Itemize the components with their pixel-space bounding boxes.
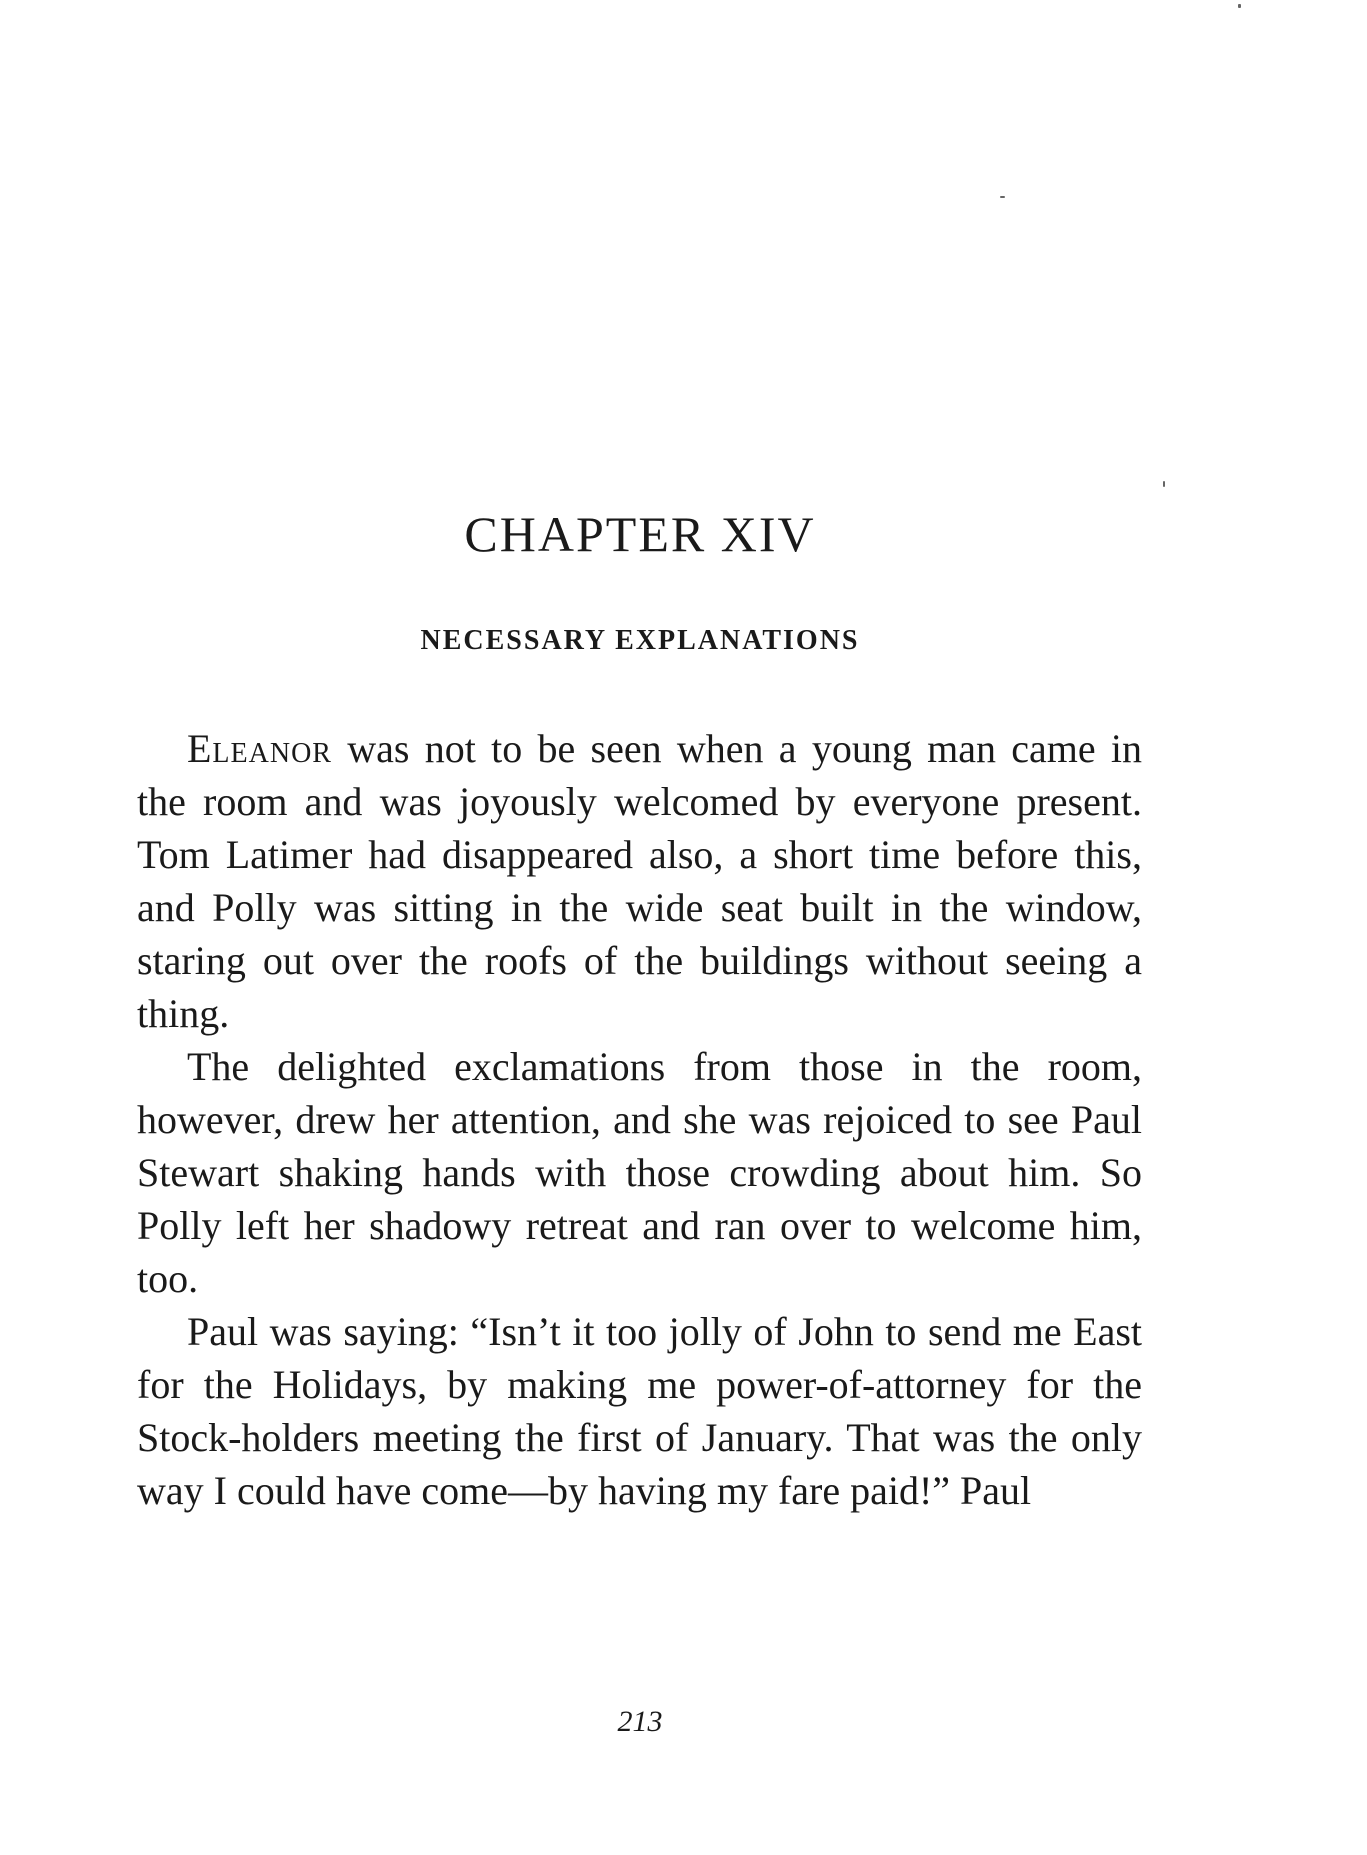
- paragraph-lead-word: Eleanor: [187, 726, 332, 771]
- paragraph-text: The delighted exclamations from those in the room, however, drew her attention, and she was rejoiced to see Paul Stewart shaking hands with those crowding about him. So Polly left her shadowy retreat and ran over to welcome him, too.: [137, 1044, 1142, 1301]
- page-number: 213: [617, 1705, 663, 1738]
- scan-speck: [1000, 196, 1005, 198]
- paragraph-text: was not to be seen when a young man came in the room and was joyously welcomed by everyone present. Tom Latimer had disappeared also, a short time before this, and Polly was sitting in the wide seat built in the window, staring out over the roofs of the buildings without seeing a thing.: [137, 726, 1142, 1036]
- paragraph: [137, 1040, 1142, 1305]
- chapter-subtitle: NECESSARY EXPLANATIONS: [420, 625, 860, 656]
- paragraph-text: Paul was saying: “Isn’t it too jolly of John to send me East for the Holidays, by making me power-of-attorney for the Stock-holders meeting the first of January. That was the only way I could have come—by having my fare paid!” Paul: [137, 1309, 1142, 1513]
- paragraph: [137, 722, 1142, 1040]
- chapter-title: CHAPTER XIV: [464, 506, 816, 562]
- scan-speck: [1163, 481, 1165, 487]
- scan-speck: [1238, 4, 1241, 8]
- chapter-body: [137, 722, 1142, 1517]
- paragraph: [137, 1305, 1142, 1517]
